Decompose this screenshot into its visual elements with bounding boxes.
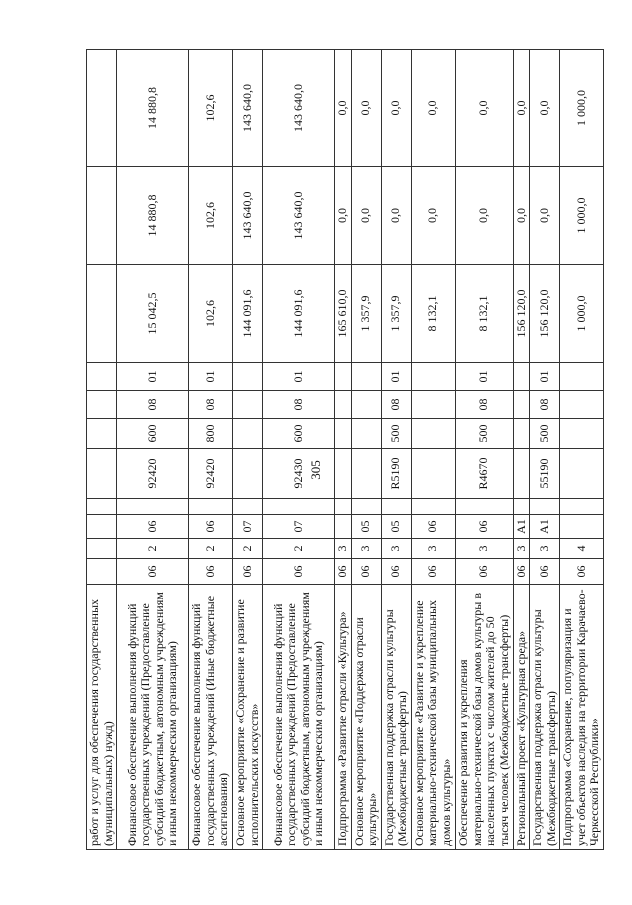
direction-code-cell bbox=[351, 449, 381, 499]
row-name-cell: Подпрограмма «Развитие отрасли «Культура» bbox=[335, 585, 352, 850]
amount-year2-cell: 0,0 bbox=[335, 167, 352, 265]
direction-code-cell bbox=[560, 449, 604, 499]
amount-year1-cell: 15 042,5 bbox=[117, 265, 189, 363]
section-cell: 08 bbox=[263, 391, 335, 419]
table-row bbox=[87, 50, 117, 850]
extra-code-cell bbox=[189, 499, 233, 515]
amount-year3-cell: 14 880,8 bbox=[117, 50, 189, 167]
amount-year1-cell: 144 091,6 bbox=[233, 265, 263, 363]
subsection-cell bbox=[87, 363, 117, 391]
program-code-cell: 06 bbox=[351, 559, 381, 585]
measure-code-cell: 06 bbox=[117, 515, 189, 539]
section-cell: 08 bbox=[530, 391, 560, 419]
subprogram-code-cell: 4 bbox=[560, 539, 604, 559]
measure-code-cell: 06 bbox=[411, 515, 455, 539]
table-row bbox=[263, 50, 335, 850]
program-code-cell: 06 bbox=[117, 559, 189, 585]
amount-year1-cell: 102,6 bbox=[189, 265, 233, 363]
amount-year1-cell: 156 120,0 bbox=[530, 265, 560, 363]
amount-year2-cell: 102,6 bbox=[189, 167, 233, 265]
amount-year1-cell: 1 357,9 bbox=[351, 265, 381, 363]
row-name-cell: Основное мероприятие «Сохранение и развитие исполнительских искусств» bbox=[233, 585, 263, 850]
amount-year3-cell: 0,0 bbox=[530, 50, 560, 167]
program-code-cell: 06 bbox=[335, 559, 352, 585]
measure-code-cell: 07 bbox=[263, 515, 335, 539]
expense-type-cell bbox=[233, 419, 263, 449]
table-row bbox=[560, 50, 604, 850]
table-row bbox=[351, 50, 381, 850]
section-cell bbox=[560, 391, 604, 419]
subsection-cell: 01 bbox=[117, 363, 189, 391]
program-code-cell: 06 bbox=[381, 559, 411, 585]
table-row bbox=[381, 50, 411, 850]
amount-year3-cell bbox=[87, 50, 117, 167]
amount-year1-cell: 1 357,9 bbox=[381, 265, 411, 363]
table-row bbox=[335, 50, 352, 850]
direction-code-cell bbox=[335, 449, 352, 499]
expense-type-cell: 800 bbox=[189, 419, 233, 449]
subsection-cell bbox=[335, 363, 352, 391]
extra-code-cell bbox=[530, 499, 560, 515]
amount-year2-cell: 14 880,8 bbox=[117, 167, 189, 265]
rotated-table-container bbox=[86, 50, 602, 850]
expense-type-cell bbox=[411, 419, 455, 449]
section-cell bbox=[335, 391, 352, 419]
subprogram-code-cell: 3 bbox=[381, 539, 411, 559]
direction-code-cell: 92420 bbox=[117, 449, 189, 499]
program-code-cell: 06 bbox=[560, 559, 604, 585]
measure-code-cell: A1 bbox=[513, 515, 530, 539]
extra-code-cell bbox=[411, 499, 455, 515]
amount-year3-cell: 0,0 bbox=[351, 50, 381, 167]
subprogram-code-cell: 3 bbox=[351, 539, 381, 559]
extra-code-cell bbox=[117, 499, 189, 515]
amount-year2-cell bbox=[87, 167, 117, 265]
amount-year2-cell: 0,0 bbox=[411, 167, 455, 265]
amount-year1-cell: 8 132,1 bbox=[455, 265, 513, 363]
direction-code-cell bbox=[87, 449, 117, 499]
extra-code-cell bbox=[233, 499, 263, 515]
subprogram-code-cell: 3 bbox=[530, 539, 560, 559]
section-cell: 08 bbox=[189, 391, 233, 419]
amount-year3-cell: 102,6 bbox=[189, 50, 233, 167]
amount-year2-cell: 0,0 bbox=[455, 167, 513, 265]
direction-code-cell: 92430 bbox=[263, 449, 335, 499]
program-code-cell: 06 bbox=[189, 559, 233, 585]
section-cell: 08 bbox=[381, 391, 411, 419]
direction-code-cell: 92420 bbox=[189, 449, 233, 499]
amount-year2-cell: 0,0 bbox=[351, 167, 381, 265]
direction-code-cell: R4670 bbox=[455, 449, 513, 499]
table-row bbox=[189, 50, 233, 850]
extra-code-cell bbox=[560, 499, 604, 515]
subprogram-code-cell bbox=[87, 539, 117, 559]
program-code-cell: 06 bbox=[233, 559, 263, 585]
subprogram-code-cell: 2 bbox=[189, 539, 233, 559]
extra-code-cell bbox=[263, 499, 335, 515]
budget-table bbox=[86, 49, 604, 850]
extra-code-cell bbox=[455, 499, 513, 515]
expense-type-cell bbox=[351, 419, 381, 449]
row-name-cell: Государственная поддержка отрасли культуры (Межбюджетные трансферты) bbox=[381, 585, 411, 850]
expense-type-cell: 500 bbox=[381, 419, 411, 449]
measure-code-cell: 07 bbox=[233, 515, 263, 539]
expense-type-cell: 600 bbox=[263, 419, 335, 449]
amount-year3-cell: 0,0 bbox=[411, 50, 455, 167]
measure-code-cell: 05 bbox=[351, 515, 381, 539]
row-name-cell: Финансовое обеспечение выполнения функций государственных учреждений (Предоставление субсидий бюджетным, автономным учреждениям и иным некоммерческим организациям) bbox=[263, 585, 335, 850]
amount-year2-cell: 1 000,0 bbox=[560, 167, 604, 265]
table-body bbox=[87, 50, 604, 850]
subprogram-code-cell: 3 bbox=[411, 539, 455, 559]
amount-year1-cell: 156 120,0 bbox=[513, 265, 530, 363]
subprogram-code-cell: 3 bbox=[335, 539, 352, 559]
amount-year1-cell: 165 610,0 bbox=[335, 265, 352, 363]
direction-code-cell bbox=[411, 449, 455, 499]
measure-code-cell: A1 bbox=[530, 515, 560, 539]
page-number: 305 bbox=[308, 460, 323, 480]
subsection-cell: 01 bbox=[381, 363, 411, 391]
table-row bbox=[411, 50, 455, 850]
subsection-cell: 01 bbox=[455, 363, 513, 391]
expense-type-cell: 600 bbox=[117, 419, 189, 449]
direction-code-cell: 55190 bbox=[530, 449, 560, 499]
expense-type-cell bbox=[87, 419, 117, 449]
subsection-cell bbox=[513, 363, 530, 391]
extra-code-cell bbox=[351, 499, 381, 515]
measure-code-cell: 06 bbox=[455, 515, 513, 539]
row-name-cell: Основное мероприятие «Развитие и укрепление материально-технической базы муниципальных домов культуры» bbox=[411, 585, 455, 850]
subsection-cell bbox=[560, 363, 604, 391]
subsection-cell bbox=[411, 363, 455, 391]
section-cell bbox=[351, 391, 381, 419]
amount-year2-cell: 0,0 bbox=[381, 167, 411, 265]
program-code-cell: 06 bbox=[530, 559, 560, 585]
amount-year2-cell: 0,0 bbox=[513, 167, 530, 265]
measure-code-cell bbox=[87, 515, 117, 539]
subprogram-code-cell: 3 bbox=[513, 539, 530, 559]
direction-code-cell: R5190 bbox=[381, 449, 411, 499]
table-row bbox=[455, 50, 513, 850]
extra-code-cell bbox=[513, 499, 530, 515]
amount-year1-cell bbox=[87, 265, 117, 363]
program-code-cell: 06 bbox=[455, 559, 513, 585]
row-name-cell: Подпрограмма «Сохранение, популяризация и учет объектов наследия на территории Карачаево-Черкесской Республики» bbox=[560, 585, 604, 850]
expense-type-cell bbox=[560, 419, 604, 449]
section-cell bbox=[233, 391, 263, 419]
row-name-cell: Обеспечение развития и укрепления материально-технической базы домов культуры в населенных пунктах с числом жителей до 50 тысяч человек (Межбюджетные трансферты) bbox=[455, 585, 513, 850]
row-name-cell: Финансовое обеспечение выполнения функций государственных учреждений (Предоставление субсидий бюджетным, автономным учреждениям и иным некоммерческим организациям) bbox=[117, 585, 189, 850]
amount-year3-cell: 143 640,0 bbox=[233, 50, 263, 167]
section-cell: 08 bbox=[455, 391, 513, 419]
table-row bbox=[117, 50, 189, 850]
amount-year3-cell: 0,0 bbox=[335, 50, 352, 167]
measure-code-cell bbox=[560, 515, 604, 539]
subprogram-code-cell: 2 bbox=[263, 539, 335, 559]
program-code-cell bbox=[87, 559, 117, 585]
amount-year1-cell: 144 091,6 bbox=[263, 265, 335, 363]
extra-code-cell bbox=[381, 499, 411, 515]
row-name-cell: Государственная поддержка отрасли культуры (Межбюджетные трансферты) bbox=[530, 585, 560, 850]
subsection-cell: 01 bbox=[263, 363, 335, 391]
program-code-cell: 06 bbox=[263, 559, 335, 585]
row-name-cell: Основное мероприятие «Поддержка отрасли культуры» bbox=[351, 585, 381, 850]
measure-code-cell: 05 bbox=[381, 515, 411, 539]
amount-year3-cell: 0,0 bbox=[513, 50, 530, 167]
extra-code-cell bbox=[87, 499, 117, 515]
amount-year3-cell: 0,0 bbox=[455, 50, 513, 167]
expense-type-cell: 500 bbox=[455, 419, 513, 449]
table-row bbox=[233, 50, 263, 850]
subsection-cell bbox=[351, 363, 381, 391]
table-row bbox=[530, 50, 560, 850]
subprogram-code-cell: 3 bbox=[455, 539, 513, 559]
amount-year2-cell: 143 640,0 bbox=[233, 167, 263, 265]
amount-year3-cell: 0,0 bbox=[381, 50, 411, 167]
row-name-cell: Региональный проект «Культурная среда» bbox=[513, 585, 530, 850]
subsection-cell bbox=[233, 363, 263, 391]
program-code-cell: 06 bbox=[513, 559, 530, 585]
subprogram-code-cell: 2 bbox=[233, 539, 263, 559]
expense-type-cell bbox=[335, 419, 352, 449]
amount-year2-cell: 143 640,0 bbox=[263, 167, 335, 265]
amount-year1-cell: 1 000,0 bbox=[560, 265, 604, 363]
row-name-cell: работ и услуг для обеспечения государственных (муниципальных) нужд) bbox=[87, 585, 117, 850]
section-cell bbox=[411, 391, 455, 419]
direction-code-cell bbox=[233, 449, 263, 499]
amount-year3-cell: 143 640,0 bbox=[263, 50, 335, 167]
program-code-cell: 06 bbox=[411, 559, 455, 585]
subsection-cell: 01 bbox=[189, 363, 233, 391]
measure-code-cell: 06 bbox=[189, 515, 233, 539]
section-cell bbox=[87, 391, 117, 419]
amount-year3-cell: 1 000,0 bbox=[560, 50, 604, 167]
section-cell: 08 bbox=[117, 391, 189, 419]
section-cell bbox=[513, 391, 530, 419]
subsection-cell: 01 bbox=[530, 363, 560, 391]
expense-type-cell bbox=[513, 419, 530, 449]
amount-year2-cell: 0,0 bbox=[530, 167, 560, 265]
direction-code-cell bbox=[513, 449, 530, 499]
row-name-cell: Финансовое обеспечение выполнения функций государственных учреждений (Иные бюджетные ассигнования) bbox=[189, 585, 233, 850]
table-row bbox=[513, 50, 530, 850]
subprogram-code-cell: 2 bbox=[117, 539, 189, 559]
extra-code-cell bbox=[335, 499, 352, 515]
expense-type-cell: 500 bbox=[530, 419, 560, 449]
amount-year1-cell: 8 132,1 bbox=[411, 265, 455, 363]
measure-code-cell bbox=[335, 515, 352, 539]
